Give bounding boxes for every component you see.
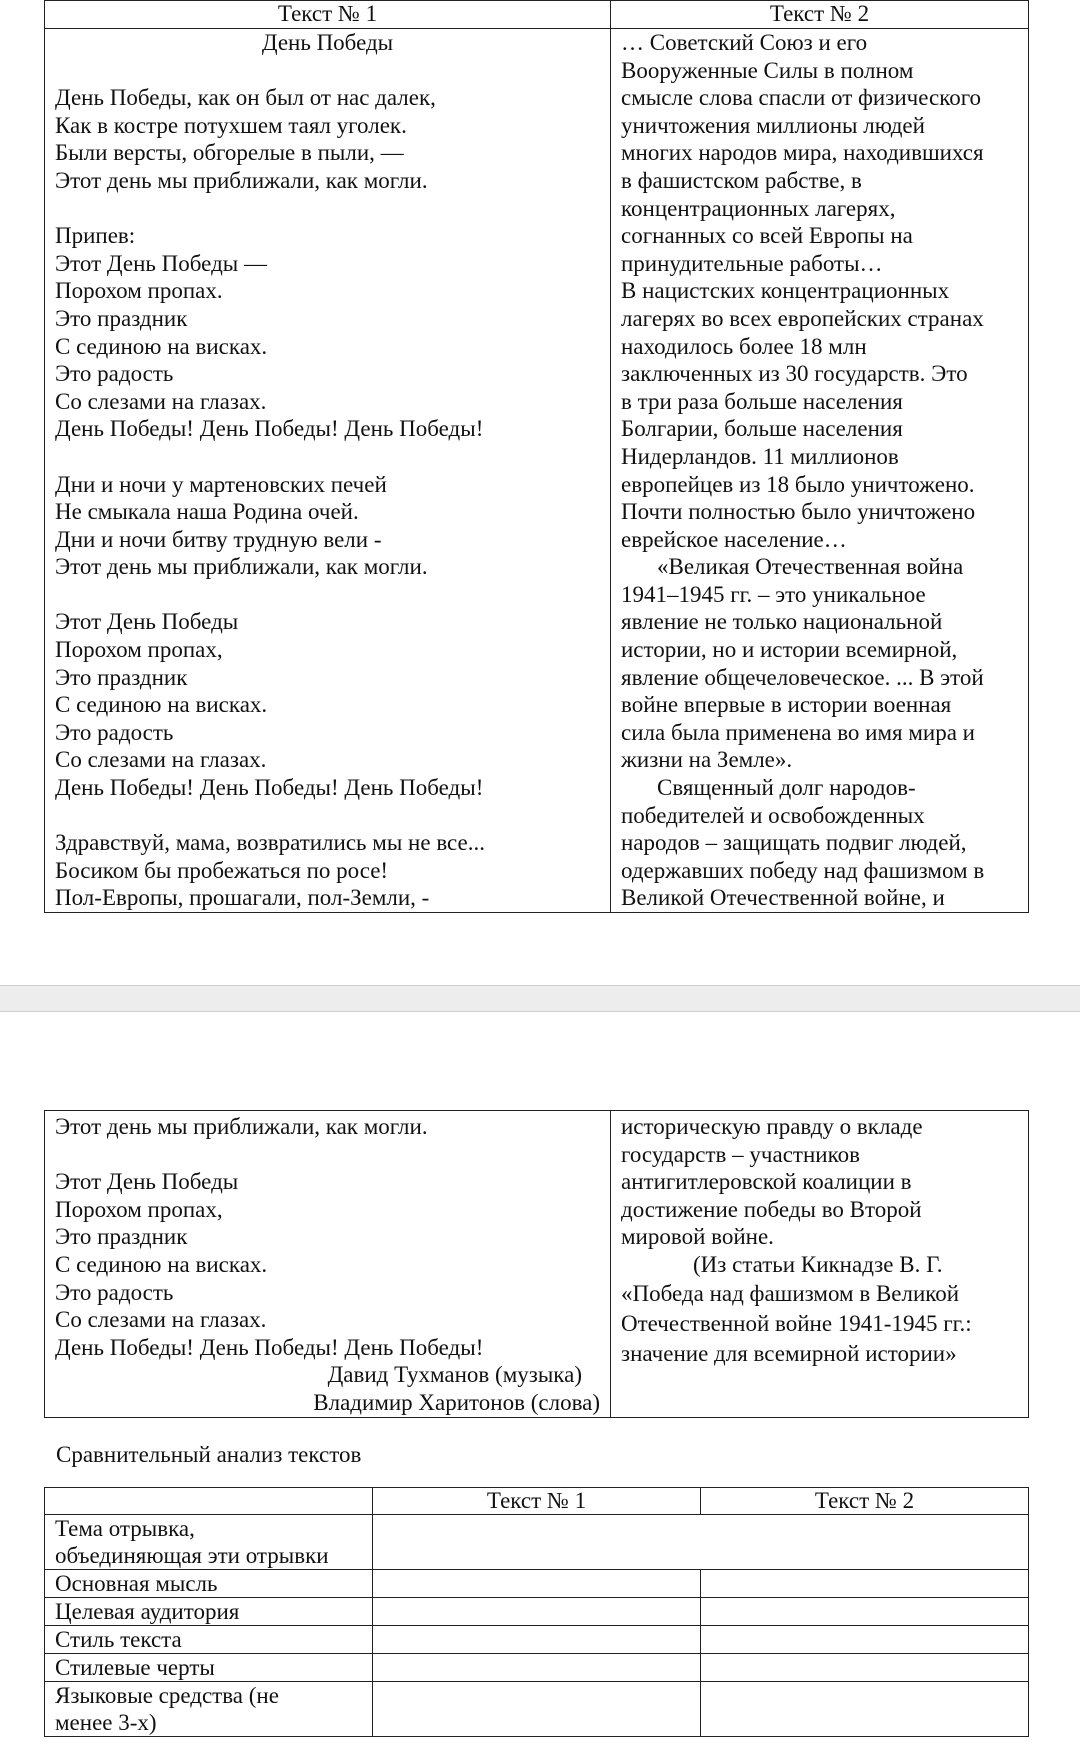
- main-idea-text-1-cell[interactable]: [373, 1570, 701, 1598]
- continuation-table: [44, 1110, 1029, 1418]
- analysis-header-row: [45, 1488, 1029, 1515]
- analysis-row-style-features: [45, 1654, 1029, 1682]
- poem-line: Этот день мы приближали, как могли.: [55, 554, 428, 580]
- poem-continuation-line: Порохом пропах,: [55, 1196, 223, 1222]
- article-line: лагерях во всех европейских странах: [621, 305, 984, 331]
- article-line: концентрационных лагерях,: [621, 195, 896, 221]
- article-line: народов – защищать подвиг людей,: [621, 830, 967, 856]
- main-idea-text-2-cell[interactable]: [701, 1570, 1029, 1598]
- style-text-2-cell[interactable]: [701, 1626, 1029, 1654]
- poem-line: С сединою на висках.: [55, 333, 268, 359]
- analysis-header-empty: [45, 1488, 373, 1515]
- row-label-language-line-1: Языковые средства (не: [55, 1683, 279, 1708]
- article-line: «Великая Отечественная война: [657, 554, 964, 580]
- poem-line: День Победы, как он был от нас далек,: [55, 85, 436, 111]
- poem-line: Со слезами на глазах.: [55, 388, 267, 414]
- article-line: еврейское население…: [621, 526, 847, 552]
- row-label-theme-line-1: Тема отрывка,: [55, 1516, 195, 1541]
- analysis-header-text-2: Текст № 2: [701, 1488, 1029, 1515]
- article-line: 1941–1945 гг. – это уникальное: [621, 581, 926, 607]
- page-break: [0, 985, 1080, 1012]
- citation-line-4: значение для всемирной истории»: [621, 1340, 957, 1366]
- row-label-audience: Целевая аудитория: [45, 1598, 373, 1626]
- article-line: Почти полностью было уничтожено: [621, 499, 976, 525]
- texts-table-header-row: [45, 1, 1029, 29]
- composer-credit: Давид Тухманов (музыка): [327, 1362, 582, 1388]
- poem-line: Это праздник: [55, 664, 188, 690]
- theme-answer-cell[interactable]: [373, 1515, 1029, 1570]
- article-line: заключенных из 30 государств. Это: [621, 361, 968, 387]
- article-line: Болгарии, больше населения: [621, 416, 903, 442]
- poem-line: Этот День Победы —: [55, 250, 267, 276]
- row-label-style: Стиль текста: [45, 1626, 373, 1654]
- audience-text-2-cell[interactable]: [701, 1598, 1029, 1626]
- article-line: Нидерландов. 11 миллионов: [621, 443, 899, 469]
- article-continuation-line: историческую правду о вкладе: [621, 1114, 923, 1139]
- article-line: Великой Отечественной войне, и: [621, 885, 945, 911]
- article-continuation-line: достижение победы во Второй: [621, 1196, 922, 1222]
- article-line: европейцев из 18 было уничтожено.: [621, 471, 975, 497]
- analysis-row-language: [45, 1682, 1029, 1737]
- poem-line: [55, 581, 600, 609]
- poem-line: [55, 443, 600, 471]
- analysis-row-main-idea: [45, 1570, 1029, 1598]
- article-line: в три раза больше населения: [621, 388, 903, 414]
- row-label-language-line-2: менее 3-х): [55, 1710, 157, 1735]
- analysis-row-theme: [45, 1515, 1029, 1570]
- article-line: жизни на Земле».: [621, 747, 793, 773]
- poem-line: С сединою на висках.: [55, 692, 268, 718]
- poem-line: Этот День Победы: [55, 609, 239, 635]
- article-line: в фашистском рабстве, в: [621, 167, 862, 193]
- poem-line: Этот день мы приближали, как могли.: [55, 167, 428, 193]
- analysis-row-style: [45, 1626, 1029, 1654]
- poem-line: Пол-Европы, прошагали, пол-Земли, -: [55, 885, 430, 911]
- header-text-1: Текст № 1: [45, 1, 611, 29]
- article-line: истории, но и истории всемирной,: [621, 637, 958, 663]
- analysis-header-text-1: Текст № 1: [373, 1488, 701, 1515]
- citation-line-3: Отечественной войне 1941-1945 гг.:: [621, 1310, 972, 1336]
- citation-line-2: «Победа над фашизмом в Великой: [621, 1280, 960, 1306]
- poem-lines: [55, 29, 600, 912]
- row-label-theme: [45, 1515, 373, 1570]
- article-line: согнанных со всей Европы на: [621, 223, 913, 249]
- article-line: принудительные работы…: [621, 250, 883, 276]
- article-line: находилось более 18 млн: [621, 333, 867, 359]
- article-continuation-line: государств – участников: [621, 1141, 860, 1167]
- poem-line: Как в костре потухшем таял уголек.: [55, 112, 407, 138]
- citation-line-1: (Из статьи Кикнадзе В. Г.: [693, 1251, 943, 1277]
- article-continuation-line: антигитлеровской коалиции в: [621, 1169, 912, 1195]
- article-line: … Советский Союз и его: [621, 30, 868, 55]
- poem-line: День Победы! День Победы! День Победы!: [55, 775, 484, 801]
- analysis-row-audience: [45, 1598, 1029, 1626]
- continuation-row: [45, 1111, 1029, 1418]
- text-1-continuation-cell: [45, 1111, 611, 1418]
- poem-line: Это радость: [55, 719, 174, 745]
- poem-line: Порохом пропах.: [55, 278, 223, 304]
- poem-line: [55, 195, 600, 223]
- poem-continuation-line: Этот день мы приближали, как могли.: [55, 1114, 428, 1139]
- poem-continuation-line: Это радость: [55, 1279, 174, 1305]
- article-continuation-lines: [621, 1113, 1018, 1251]
- lyricist-credit: Владимир Харитонов (слова): [313, 1389, 600, 1415]
- analysis-table: [44, 1487, 1029, 1737]
- article-line: Вооруженные Силы в полном: [621, 57, 914, 83]
- article-line: войне впервые в истории военная: [621, 692, 952, 718]
- article-lines: [621, 29, 1018, 912]
- poem-continuation-line: Этот День Победы: [55, 1169, 239, 1195]
- poem-line: Дни и ночи у мартеновских печей: [55, 471, 387, 497]
- analysis-caption: Сравнительный анализ текстов: [56, 1442, 362, 1467]
- texts-table: [44, 0, 1029, 913]
- article-line: многих народов мира, находившихся: [621, 140, 984, 166]
- poem-continuation-lines: [55, 1113, 600, 1361]
- row-label-main-idea: Основная мысль: [45, 1570, 373, 1598]
- article-line: победителей и освобожденных: [621, 802, 925, 828]
- text-1-cell: [45, 29, 611, 913]
- text-2-cell: [611, 29, 1029, 913]
- poem-line: Припев:: [55, 223, 136, 249]
- poem-line: Дни и ночи битву трудную вели -: [55, 526, 382, 552]
- article-line: явление не только национальной: [621, 609, 943, 635]
- poem-line: Со слезами на глазах.: [55, 747, 267, 773]
- header-text-2: Текст № 2: [611, 1, 1029, 29]
- language-text-2-cell[interactable]: [701, 1682, 1029, 1737]
- poem-continuation-line: Это праздник: [55, 1224, 188, 1250]
- row-label-theme-line-2: объединяющая эти отрывки: [55, 1543, 329, 1568]
- article-line: Священный долг народов-: [657, 775, 916, 801]
- article-line: явление общечеловеческое. ... В этой: [621, 664, 984, 690]
- article-line: уничтожения миллионы людей: [621, 112, 925, 138]
- poem-line: Не смыкала наша Родина очей.: [55, 499, 359, 525]
- poem-line: Босиком бы пробежаться по росе!: [55, 857, 389, 883]
- language-text-1-cell[interactable]: [373, 1682, 701, 1737]
- poem-line: [55, 57, 600, 85]
- style-features-text-1-cell[interactable]: [373, 1654, 701, 1682]
- article-line: В нацистских концентрационных: [621, 278, 950, 304]
- poem-continuation-line: День Победы! День Победы! День Победы!: [55, 1334, 484, 1360]
- poem-continuation-line: Со слезами на глазах.: [55, 1307, 267, 1333]
- row-label-style-features: Стилевые черты: [45, 1654, 373, 1682]
- article-line: сила была применена во имя мира и: [621, 719, 975, 745]
- poem-line: Это праздник: [55, 305, 188, 331]
- article-continuation-line: мировой войне.: [621, 1224, 774, 1250]
- poem-continuation-line: С сединою на висках.: [55, 1251, 268, 1277]
- text-2-continuation-cell: [611, 1111, 1029, 1418]
- poem-line: [55, 802, 600, 830]
- article-line: смысле слова спасли от физического: [621, 85, 982, 111]
- style-features-text-2-cell[interactable]: [701, 1654, 1029, 1682]
- audience-text-1-cell[interactable]: [373, 1598, 701, 1626]
- poem-line: Порохом пропах,: [55, 637, 223, 663]
- article-line: одержавших победу над фашизмом в: [621, 857, 985, 883]
- poem-line: День Победы: [261, 30, 394, 55]
- poem-line: День Победы! День Победы! День Победы!: [55, 416, 484, 442]
- poem-line: Это радость: [55, 361, 174, 387]
- poem-line: Здравствуй, мама, возвратились мы не все...: [55, 830, 485, 856]
- poem-line: Были версты, обгорелые в пыли, —: [55, 140, 404, 166]
- style-text-1-cell[interactable]: [373, 1626, 701, 1654]
- texts-table-body-row: [45, 29, 1029, 913]
- row-label-language: [45, 1682, 373, 1737]
- poem-continuation-line: [55, 1141, 600, 1169]
